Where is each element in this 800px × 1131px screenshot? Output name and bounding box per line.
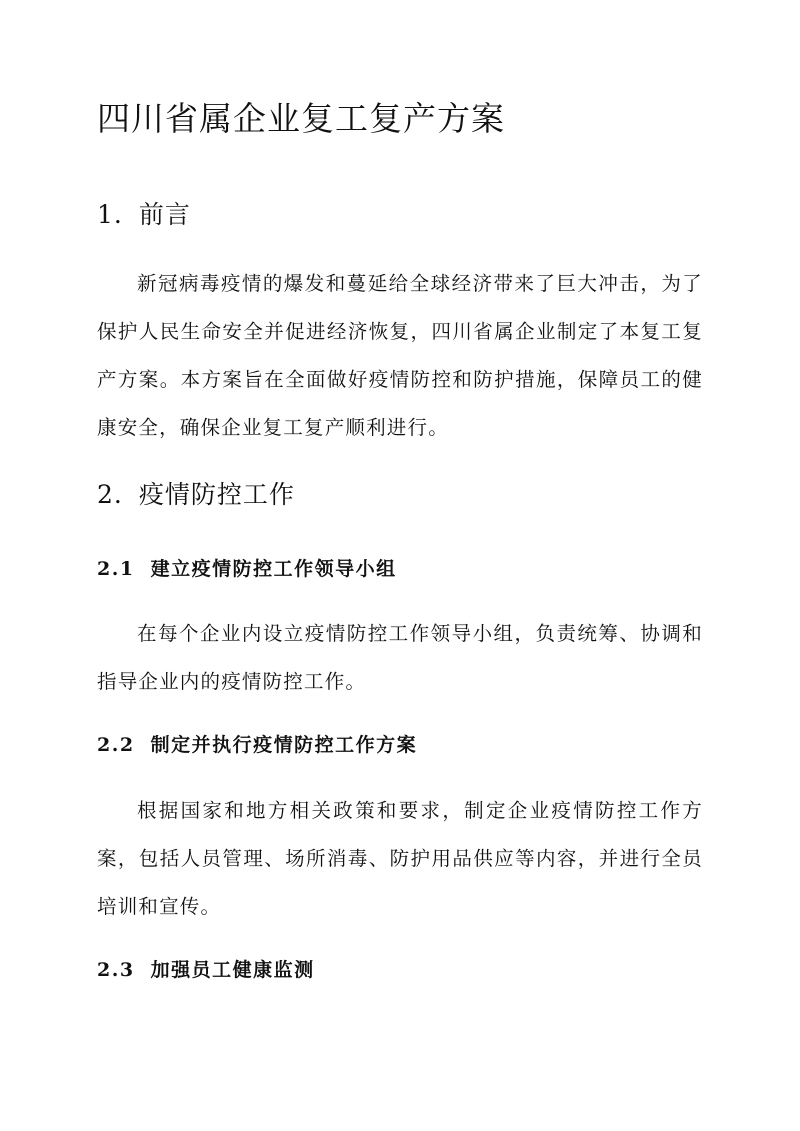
subsection-heading-2-3 bbox=[97, 955, 717, 985]
subsection-number: 2.2 bbox=[97, 734, 135, 756]
section-number: 2. bbox=[97, 480, 123, 509]
subsection-number: 2.3 bbox=[97, 959, 135, 981]
subsection-2-1-paragraph: 在每个企业内设立疫情防控工作领导小组，负责统筹、协调和指导企业内的疫情防控工作。 bbox=[97, 622, 703, 693]
subsection-title: 制定并执行疫情防控工作方案 bbox=[150, 734, 418, 756]
subsection-number: 2.1 bbox=[97, 558, 135, 580]
document-title: 四川省属企业复工复产方案 bbox=[97, 99, 505, 138]
preface-paragraph: 新冠病毒疫情的爆发和蔓延给全球经济带来了巨大冲击，为了保护人民生命安全并促进经济恢复，四川省属企业制定了本复工复产方案。本方案旨在全面做好疫情防控和防护措施，保障员工的健康安全，确保企业复工复产顺利进行。 bbox=[97, 272, 703, 439]
section-title: 疫情防控工作 bbox=[138, 480, 295, 509]
subsection-title: 加强员工健康监测 bbox=[150, 959, 315, 981]
subsection-2-2-paragraph: 根据国家和地方相关政策和要求，制定企业疫情防控工作方案，包括人员管理、场所消毒、防护用品供应等内容，并进行全员培训和宣传。 bbox=[97, 799, 703, 918]
section-heading-preface bbox=[97, 195, 717, 235]
section-heading-epidemic-control bbox=[97, 475, 717, 515]
section-title: 前言 bbox=[138, 200, 191, 229]
subsection-heading-2-2 bbox=[97, 730, 717, 760]
subsection-heading-2-1 bbox=[97, 554, 717, 584]
subsection-title: 建立疫情防控工作领导小组 bbox=[150, 558, 397, 580]
section-number: 1. bbox=[97, 200, 123, 229]
